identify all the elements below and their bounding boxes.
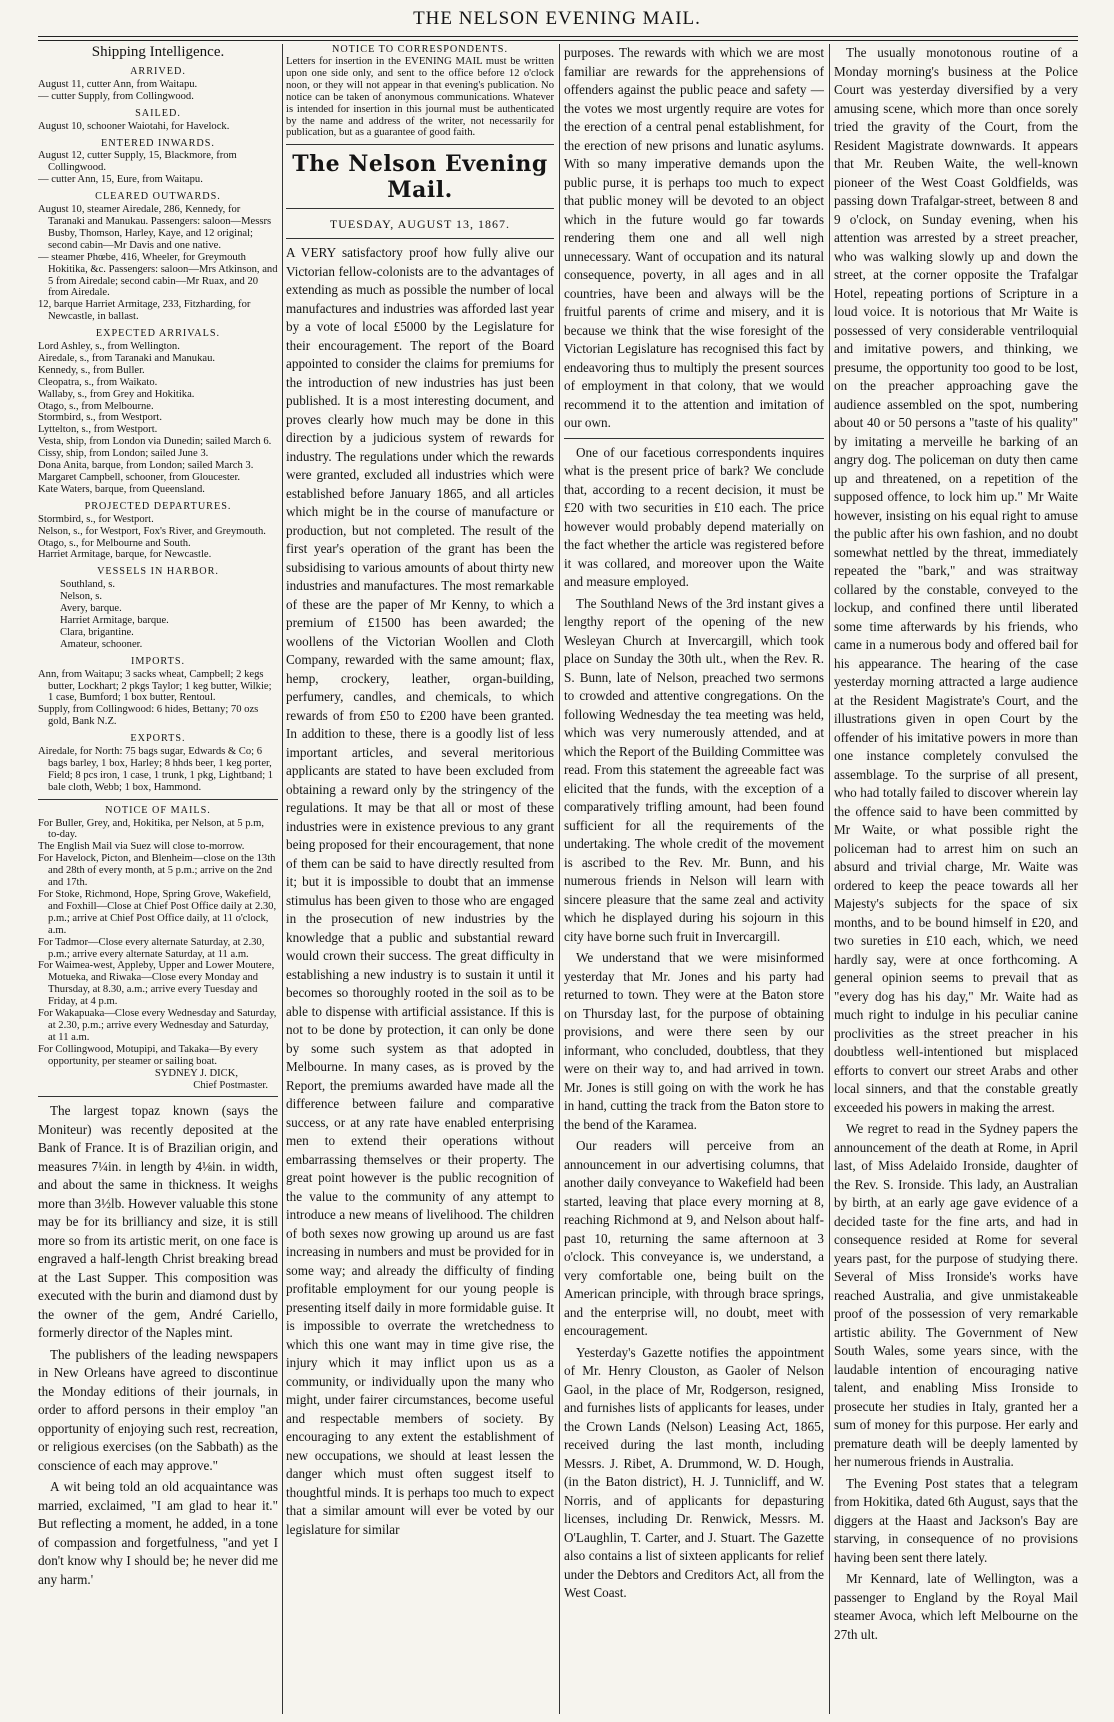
list-item: The English Mail via Suez will close to-morrow. [38, 841, 245, 853]
list-item: For Buller, Grey, and, Hokitika, per Nelson, at 5 p.m, to-day. [38, 817, 265, 841]
column-news [564, 44, 824, 1714]
article-paragraph: The Evening Post states that a telegram from Hokitika, dated 6th August, says that the diggers at the Haast and Jackson's Bay are starving, in consequence of no provisions having been sent there lately. [834, 1475, 1078, 1565]
projected-heading: PROJECTED DEPARTURES. [84, 500, 232, 512]
list-item: Otago, s., from Melbourne. [38, 400, 154, 412]
paper-title: The Nelson Evening Mail. [292, 151, 548, 204]
list-item: Dona Anita, barque, from London; sailed March 3. [38, 460, 254, 472]
sailed-heading: SAILED. [135, 107, 181, 119]
mails-heading: NOTICE OF MAILS. [105, 804, 211, 816]
list-item: August 11, cutter Ann, from Waitapu. [38, 78, 198, 90]
list-item: Stormbird, s., for Westport. [38, 513, 154, 525]
list-item: Supply, from Collingwood: 6 hides, Bettany; 70 ozs gold, Bank N.Z. [38, 704, 259, 728]
imports-heading: IMPORTS. [130, 655, 186, 667]
list-item: — cutter Supply, from Collingwood. [38, 90, 194, 102]
signature: SYDNEY J. DICK, [154, 1067, 238, 1079]
list-item: Avery, barque. [60, 603, 122, 615]
list-item: — steamer Phœbe, 416, Wheeler, for Greymouth Hokitika, &c. Passengers: saloon—Mrs Atkinson, and 5 from Airedale; second cabin—Mr Ruax, and 20 from Airedale. [38, 251, 278, 299]
list-item: Harriet Armitage, barque, for Newcastle. [38, 549, 212, 561]
article-paragraph: The largest topaz known (says the Moniteur) was recently deposited at the Bank of France. It is of Brazilian origin, and measures 7¼in. in length by 4⅛in. in width, and about the same in thickness. It weighs more than 3½lb. However valuable this stone may be for its brilliancy and size, it is still more so from its artistic merit, on one face is engraved a half-length Christ breaking bread at the Last Supper. This composition was executed with the burin and diamond dust by the owner of the gem, André Cariello, formerly director of the Naples mint. [38, 1103, 278, 1341]
expected-heading: EXPECTED ARRIVALS. [95, 328, 221, 340]
list-item: Lyttelton, s., from Westport. [38, 424, 158, 436]
list-item: Lord Ashley, s., from Wellington. [38, 341, 180, 353]
column-divider [829, 44, 830, 1714]
issue-date: TUESDAY, AUGUST 13, 1867. [329, 217, 511, 232]
masthead-rule-2 [38, 40, 1078, 41]
list-item: Airedale, for North: 75 bags sugar, Edwards & Co; 6 bags barley, 1 box, Harley; 8 hhds beer, 1 keg porter, Field; 8 pcs iron, 1 case, 1 trunk, 1 pkg, Lightband; 1 bale cloth, Webb; 1 box, Hammond. [38, 746, 274, 793]
list-item: Cissy, ship, from London; sailed June 3. [38, 448, 209, 460]
list-item: Stormbird, s., from Westport. [38, 412, 163, 424]
list-item: 12, barque Harriet Armitage, 233, Fitzharding, for Newcastle, in ballast. [38, 299, 251, 323]
list-item: August 10, steamer Airedale, 286, Kennedy, for Taranaki and Manukau. Passengers: saloon—Messrs Busby, Thomson, Harley, Kaye, and 12 original; second cabin—Mr Davis and one native. [38, 204, 272, 251]
list-item: For Havelock, Picton, and Blenheim—close on the 13th and 28th of every month, at 5 p.m.; arrive on the 2nd and 17th. [38, 853, 276, 889]
masthead-rule [38, 36, 1078, 37]
exports-heading: EXPORTS. [130, 733, 186, 745]
notice-heading: NOTICE TO CORRESPONDENTS. [331, 44, 509, 55]
notice-text: Letters for insertion in the EVENING MAIL must be written upon one side only, and sent to the office before 12 o'clock noon, or they will not appear in that evening's publication. No notice can be taken of anonymous communications. Whatever is intended for insertion in this journal must be authenticated by the name and address of the writer, not necessarily for publication, but as a guarantee of good faith. [286, 56, 554, 139]
list-item: — cutter Ann, 15, Eure, from Waitapu. [38, 174, 203, 186]
editorial-paragraph: A VERY satisfactory proof how fully alive our Victorian fellow-colonists are to the advantages of extending as much as possible the number of local manufactures and industries was afforded last year by a vote of local £5000 by the Legislature for their encouragement. The report of the Board appointed to consider the claims for premiums for the introduction of new industries has just been published. It is a most interesting document, and proves clearly how much may be done in this direction by a judicious system of rewards for industry. The regulations under which the rewards were granted, excluded all industries which were established before January 1865, and all articles which might be in the course of manufacture or production, but not completed. The result of the first year's operation of the grant has been the subsidising to various amounts of about thirty new industries and manufactures. The most remarkable of these are the paper of Mr Kenny, to which a premium of £1500 has been awarded; the woollens of the Victorian Woollen and Cloth Company, rewarded with the same amount; flax, hemp, crockery, leather, organ-building, perfumery, candles, and chemicals, to which rewards of from £50 to £200 have been granted. In addition to these, there is a goodly list of less important articles, and several meritorious applicants are stated to have been excluded from obtaining a reward only by the stringency of the regulations. It may be that all or most of these industries were in existence previous to any grant being proposed for their encouragement, that none of them can be said to have directly resulted from it; but it is impossible to doubt that an immense stimulus has been given to those who are engaged in the prosecution of new industries by the knowledge that a public and substantial reward would crown their success. The great difficulty in establishing a new industry is to sustain it until it becomes so thoroughly rooted in the soil as to be able to dispense with artificial assistance. If this is not to be done by protection, it can only be done by some such system as that adopted in Melbourne. In many cases, as is proved by the Report, the premiums awarded have made all the difference between failure and comparative success, or at any rate have enabled enterprising men to extend their operations without embarrassing themselves or their property. The great point however is the public recognition of the value to the community of any attempt to introduce a new means of livelihood. The children of both sexes now growing up around us are fast increasing in numbers and must be provided for in some way; and already the difficulty of finding profitable employment for our young people is presenting itself daily in more formidable guise. It is impossible to overrate the wretchedness to which this one want may in time give rise, the injury which it may inflict upon us as a community, or individually upon the many who might, under fairer circumstances, become useful and respectable members of society. By encouraging to any extent the establishment of new occupations, we should at least lessen the danger which must often suggest itself to thoughtful minds. It is perhaps too much to expect that a similar amount will ever be voted by our legislature for similar [286, 245, 554, 1537]
signature-title: Chief Postmaster. [193, 1079, 268, 1091]
list-item: Vesta, ship, from London via Dunedin; sailed March 6. [38, 436, 272, 448]
list-item: For Tadmor—Close every alternate Saturday, at 2.30, p.m.; arrive every alternate Saturday, at 11 a.m. [38, 936, 265, 960]
list-item: Cleopatra, s., from Waikato. [38, 376, 158, 388]
list-item: Harriet Armitage, barque. [60, 614, 169, 626]
column-shipping [38, 44, 278, 1714]
article-paragraph: The usually monotonous routine of a Monday morning's business at the Police Court was yesterday diversified by a very amusing scene, which more than once sorely tried the gravity of the Court, from the Resident Magistrate downwards. It appears that Mr. Reuben Waite, the well-known pioneer of the West Coast Goldfields, was passing down Trafalgar-street, between 8 and 9 o'clock, on Sunday evening, when his attention was arrested by a street preacher, who was walking slowly up and down the street, at the corner opposite the Trafalgar Hotel, repeating portions of Scripture in a loud voice. It is notorious that Mr Waite is possessed of very considerable ventriloquial and imitative powers, and thinking, we presume, the opportunity too good to be lost, on the preacher approaching gave the audience assembled on the spot, numbering about 40 or 50 persons a "taste of his quality" by imitating a merveille he barking of an angry dog. The policeman on duty then came up and threatened, on a repetition of the supposed offence, to lock him up." Mr Waite however, insisting on his equal right to amuse the public after his own fashion, and no doubt somewhat nettled by the threat, immediately repeated the "bark," and was straitway collared by the constable, conveyed to the lockup, and confined there until liberated some time afterwards by his friends, who came in a numerous body and offered bail for his appearance. The hearing of the case yesterday morning attracted a large audience at the Resident Magistrate's Court, and the illustrations given in open Court by the offender of his imitative powers in more than one instance completely convulsed the assemblage. To the surprise of all present, who had totally failed to discover wherein lay the offence said to have been committed by Mr Waite, or what possible right the policeman had to arrest him on such an absurd and trivial charge, Mr. Waite was ordered to keep the peace towards all her Majesty's subjects for the space of six months, and to be bound himself in £20, and two sureties in £10 each, which, we need hardly say, were at once forthcoming. A general opinion seems to prevail that as "every dog has his day," Mr. Waite had as much right to indulge in his peculiar canine proclivities as the street preacher in his doubtless well-intentioned but misplaced efforts to convert our street Arabs and other local sinners, and that the constable greatly exceeded his powers in making the arrest. [834, 45, 1078, 1115]
list-item: Kennedy, s., from Buller. [38, 364, 145, 376]
list-item: Airedale, s., from Taranaki and Manukau. [38, 352, 216, 364]
masthead: THE NELSON EVENING MAIL. [413, 8, 701, 29]
list-item: Otago, s., for Melbourne and South. [38, 537, 191, 549]
column-editorial [286, 44, 554, 1714]
article-paragraph: One of our facetious correspondents inquires what is the present price of bark? We conclude that, according to a recent decision, it must be £20 with two securities in £10 each. The price however would probably depend materially on the fact whether the article was registered before it was collared, and moreover upon the Waite and measure employed. [564, 444, 824, 589]
cleared-heading: CLEARED OUTWARDS. [95, 191, 221, 203]
divider [286, 144, 554, 145]
list-item: Nelson, s. [60, 591, 103, 603]
article-paragraph: Our readers will perceive from an announcement in our advertising columns, that another daily conveyance to Wakefield had been started, leaving that place every morning at 8, reaching Richmond at 9, and Nelson about half-past 10, returning the same afternoon at 3 o'clock. This conveyance is, we understand, a very comfortable one, being built on the American principle, with through brace springs, and the enterprise will, no doubt, meet with encouragement. [564, 1138, 824, 1338]
list-item: Clara, brigantine. [60, 626, 134, 638]
list-item: For Waimea-west, Appleby, Upper and Lower Moutere, Motueka, and Riwaka—Close every Monday and Thursday, at 8.30, a.m.; arrive every Tuesday and Friday, at 4 p.m. [38, 960, 275, 1008]
list-item: For Collingwood, Motupipi, and Takaka—By every opportunity, per steamer or sailing boat. [38, 1043, 259, 1067]
entered-heading: ENTERED INWARDS. [101, 137, 215, 149]
list-item: Amateur, schooner. [60, 638, 143, 650]
arrived-heading: ARRIVED. [130, 66, 186, 77]
list-item: August 12, cutter Supply, 15, Blackmore, from Collingwood. [38, 150, 237, 174]
article-paragraph: A wit being told an old acquaintance was married, exclaimed, "I am glad to hear it." But reflecting a moment, he added, in a tone of compassion and forgetfulness, "and yet I don't know why I should be; he never did me any harm.' [38, 1479, 278, 1587]
vessels-heading: VESSELS IN HARBOR. [97, 566, 219, 578]
divider [38, 799, 278, 800]
list-item: Kate Waters, barque, from Queensland. [38, 483, 205, 495]
list-item: For Stoke, Richmond, Hope, Spring Grove, Wakefield, and Foxhill—Close at Chief Post Office daily at 2.30, p.m.; arrive at Chief Post Office daily, at 11 o'clock, a.m. [38, 889, 277, 936]
article-paragraph: Yesterday's Gazette notifies the appointment of Mr. Henry Clouston, as Gaoler of Nelson Gaol, in the place of Mr, Rodgerson, resigned, and furnishes lists of applicants for leases, under the Crown Lands (Nelson) Leasing Act, 1865, received during the last month, including Messrs. J. Ribet, A. Drummond, W. D. Hough, (in the Baton district), H. J. Tunnicliff, and W. Norris, and of applicants for depasturing licenses, including Dr. Renwick, Messrs. M. O'Laughlin, T. Carter, and J. Stuart. The Gazette also contains a list of sixteen applicants for relief under the Debtors and Creditors Act, all from the West Coast. [564, 1344, 824, 1600]
list-item: Southland, s. [60, 579, 116, 591]
list-item: Nelson, s., for Westport, Fox's River, and Greymouth. [38, 525, 266, 537]
article-paragraph: We regret to read in the Sydney papers the announcement of the death at Rome, in April last, of Miss Adelaido Ironside, daughter of the Rev. S. Ironside. This lady, an Australian by birth, at an early age gave evidence of a decided taste for the fine arts, and had in consequence resided at Rome for several years past, for the purpose of studying there. Several of Miss Ironside's works have reached Australia, and give unmistakeable proof of the possession of very remarkable artistic ability. The Government of New South Wales, some years since, with the laudable intention of encouraging native talent, and enabling Miss Ironside to prosecute her studies in Italy, granted her a sum of money for this purpose. Her early and premature death will be deeply lamented by her numerous friends in Australia. [834, 1121, 1078, 1469]
list-item: Margaret Campbell, schooner, from Gloucester. [38, 472, 241, 483]
list-item: Wallaby, s., from Grey and Hokitika. [38, 388, 195, 400]
column-divider [282, 44, 283, 1714]
divider [38, 1096, 278, 1097]
article-paragraph: We understand that we were misinformed yesterday that Mr. Jones and his party had returned to town. They were at the Baton store on Thursday last, for the purpose of obtaining provisions, and were there seen by our informant, who concluded, doubtless, that they were on their way to, and had arrived in town. Mr. Jones is still going on with the work he has in hand, cutting the track from the Baton store to the bend of the Karamea. [564, 950, 824, 1132]
divider [286, 238, 554, 239]
article-paragraph: The Southland News of the 3rd instant gives a lengthy report of the opening of the new Wesleyan Church at Invercargill, which took place on Sunday the 30th ult., when the Rev. R. S. Bunn, late of Nelson, preached two sermons to crowded and attentive congregations. On the following Wednesday the tea meeting was held, which was very numerously attended, and at which the Report of the Building Committee was read. From this statement the agreeable fact was elicited that the funds, with the exception of a comparatively trifling amount, had been found sufficient for all the requirements of the undertaking. The whole credit of the movement is ascribed to the Rev. Mr. Bunn, and his numerous friends in Nelson will learn with sincere pleasure that the same zeal and activity which he displayed during his sojourn in this city have borne such fruit in Invercargill. [564, 595, 824, 944]
list-item: For Wakapuaka—Close every Wednesday and Saturday, at 2.30, p.m.; arrive every Wednesday and Saturday, at 11 a.m. [38, 1008, 277, 1043]
divider [286, 208, 554, 209]
list-item: Ann, from Waitapu; 3 sacks wheat, Campbell; 2 kegs butter, Lockhart; 2 pkgs Taylor; 1 keg butter, Wilkie; 1 case, Bumford; 1 box butter, Rentoul. [38, 668, 272, 704]
column-divider [559, 44, 560, 1714]
shipping-title: Shipping Intelligence. [91, 44, 225, 60]
list-item: August 10, schooner Waiotahi, for Havelock. [38, 120, 230, 132]
article-paragraph: The publishers of the leading newspapers in New Orleans have agreed to discontinue the Monday editions of their journals, in order to afford persons in their employ "an opportunity of enjoying such rest, recreation, or religious exercises (on the Sabbath) as the conscience of each may approve." [38, 1346, 278, 1473]
divider [564, 438, 824, 439]
column-local [834, 44, 1078, 1714]
article-paragraph: purposes. The rewards with which we are most familiar are rewards for the apprehensions of offenders against the public peace and safety — the votes we most urgently require are votes for the erection of a central penal establishment, for the erection of new prisons and lunatic asylums. With so many imperative demands upon the public purse, it is perhaps too much to expect that public money will be devoted to an object which in the future would go far towards rendering them one and all well nigh unnecessary. Want of occupation and its natural consequence, poverty, in all ages and in all countries, have been and always will be the fruitful parents of crime and misery, and it is because we think that the wise foresight of the Victorian Legislature has recognised this fact by endeavoring thus to multiply the present sources of employment in that colony, that we would recommend it to the attention and imitation of our own. [564, 45, 824, 430]
article-paragraph: Mr Kennard, late of Wellington, was a passenger to England by the Royal Mail steamer Avoca, which left Melbourne on the 27th ult. [834, 1571, 1078, 1642]
